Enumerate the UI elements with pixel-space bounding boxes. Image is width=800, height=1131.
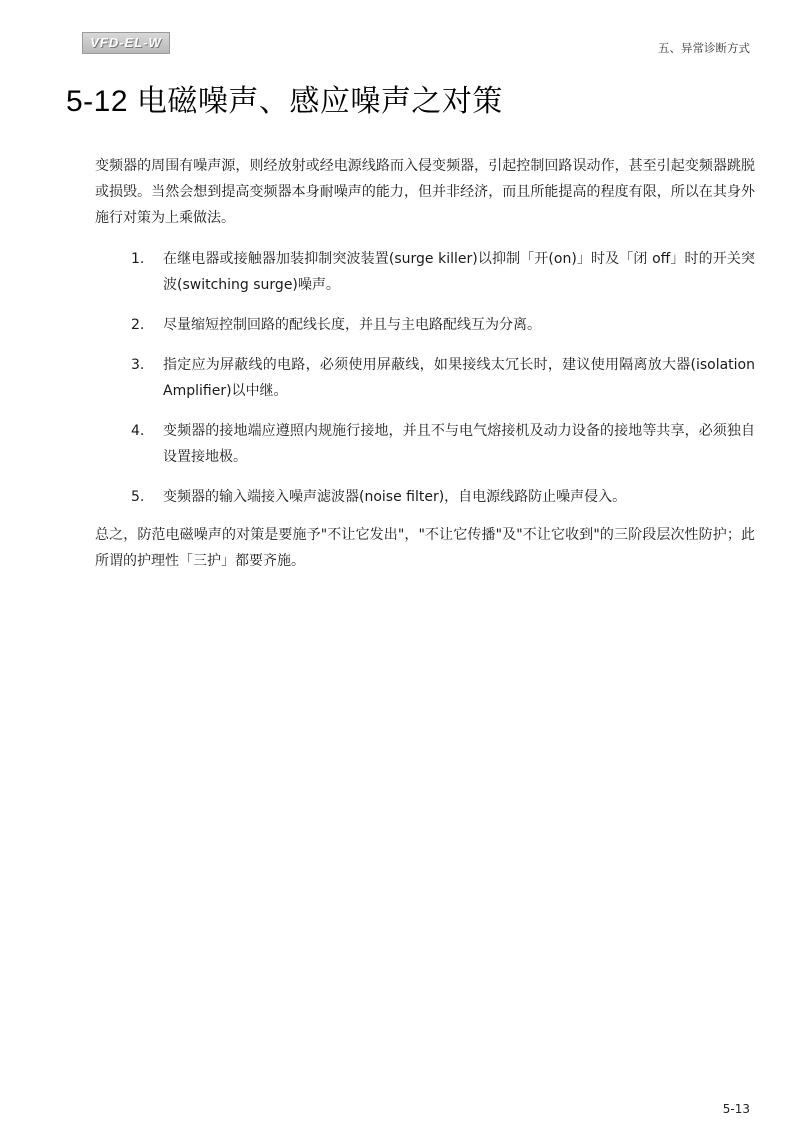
list-item bbox=[95, 418, 755, 470]
item-text: 在继电器或接触器加装抑制突波装置(surge killer)以抑制「开(on)」时及「闭 off」时的开关突波(switching surge)噪声。 bbox=[163, 251, 755, 293]
section-header: 五、异常诊断方式 bbox=[658, 41, 750, 55]
item-text: 尽量缩短控制回路的配线长度，并且与主电路配线互为分离。 bbox=[163, 317, 541, 333]
list-item bbox=[95, 312, 755, 338]
page-title: 5-12 电磁噪声、感应噪声之对策 bbox=[66, 85, 503, 118]
item-number: 1. bbox=[131, 251, 145, 267]
page-number: 5-13 bbox=[722, 1102, 750, 1116]
list-item bbox=[95, 484, 755, 510]
countermeasure-list bbox=[95, 246, 755, 524]
item-number: 4. bbox=[131, 423, 145, 439]
item-text: 变频器的接地端应遵照内规施行接地，并且不与电气熔接机及动力设备的接地等共享，必须独自设置接地极。 bbox=[163, 423, 755, 465]
conclusion-paragraph: 总之，防范电磁噪声的对策是要施予"不让它发出"，"不让它传播"及"不让它收到"的三阶段层次性防护；此所谓的护理性「三护」都要齐施。 bbox=[95, 527, 755, 569]
item-text: 变频器的输入端接入噪声滤波器(noise filter)，自电源线路防止噪声侵入。 bbox=[163, 489, 627, 505]
list-item bbox=[95, 352, 755, 404]
item-number: 5. bbox=[131, 489, 145, 505]
item-number: 3. bbox=[131, 357, 145, 373]
item-number: 2. bbox=[131, 317, 145, 333]
item-text: 指定应为屏蔽线的电路，必须使用屏蔽线，如果接线太冗长时，建议使用隔离放大器(isolation Amplifier)以中继。 bbox=[163, 357, 755, 399]
intro-paragraph: 变频器的周围有噪声源，则经放射或经电源线路而入侵变频器，引起控制回路误动作，甚至引起变频器跳脱或损毁。当然会想到提高变频器本身耐噪声的能力，但并非经济，而且所能提高的程度有限，所以在其身外施行对策为上乘做法。 bbox=[95, 158, 755, 226]
product-logo: VFD-EL-W bbox=[82, 32, 170, 54]
list-item bbox=[95, 246, 755, 298]
